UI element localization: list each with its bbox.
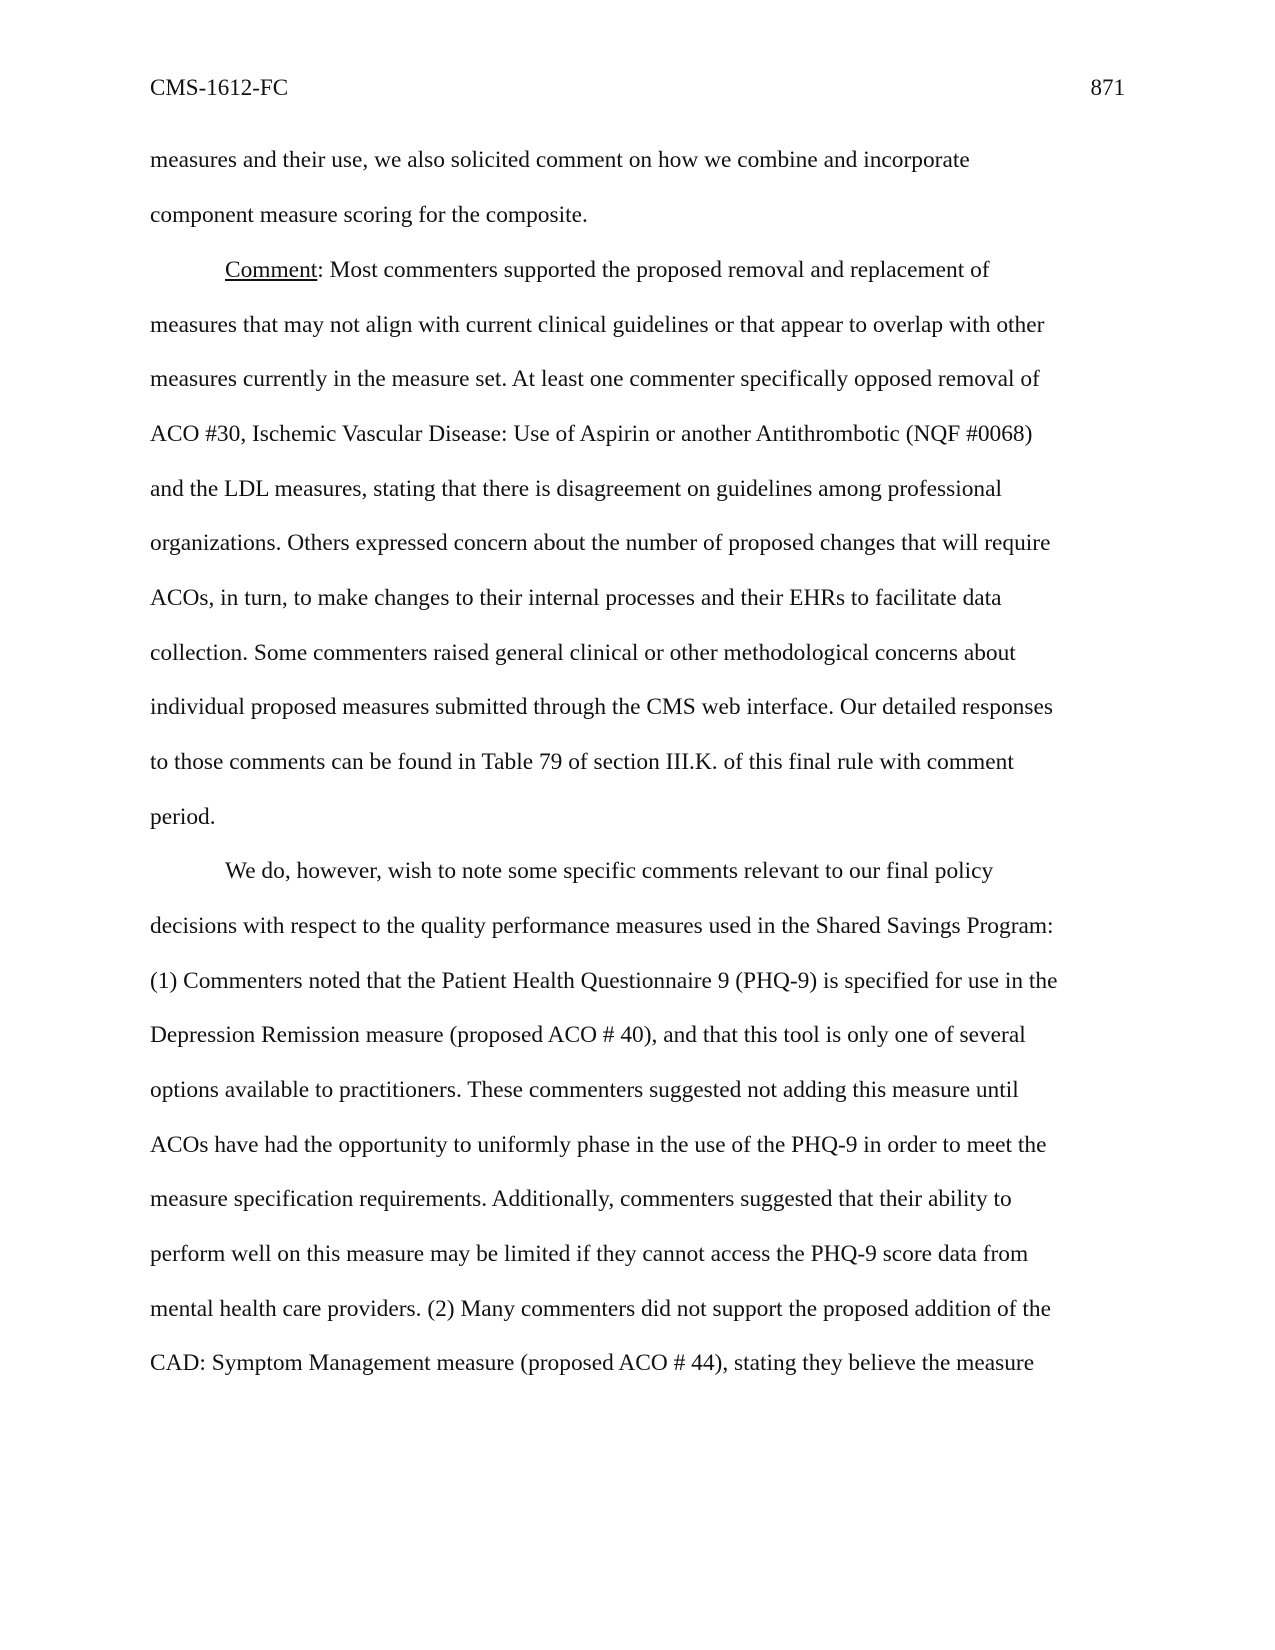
text-line: ACO #30, Ischemic Vascular Disease: Use of Aspirin or another Antithrombotic (NQF #0068) xyxy=(150,421,1033,447)
text-line: decisions with respect to the quality performance measures used in the Shared Savings Program: xyxy=(150,913,1054,939)
page-number: 871 xyxy=(1090,75,1125,100)
text-line: component measure scoring for the composite. xyxy=(150,202,588,228)
text-line: We do, however, wish to note some specific comments relevant to our final policy xyxy=(225,858,994,884)
text-line: measure specification requirements. Additionally, commenters suggested that their ability to xyxy=(150,1186,1012,1212)
text-line: and the LDL measures, stating that there is disagreement on guidelines among professional xyxy=(150,476,1003,502)
text-line: perform well on this measure may be limited if they cannot access the PHQ-9 score data from xyxy=(150,1241,1029,1267)
text-line: Depression Remission measure (proposed ACO # 40), and that this tool is only one of several xyxy=(150,1022,1026,1048)
text-line: mental health care providers. (2) Many commenters did not support the proposed addition of the xyxy=(150,1296,1051,1322)
text-line: options available to practitioners. These commenters suggested not adding this measure until xyxy=(150,1077,1019,1103)
text-line: organizations. Others expressed concern about the number of proposed changes that will require xyxy=(150,530,1051,556)
document-id: CMS-1612-FC xyxy=(150,75,289,100)
text-line: (1) Commenters noted that the Patient Health Questionnaire 9 (PHQ-9) is specified for use in the xyxy=(150,968,1058,994)
text-line: measures that may not align with current clinical guidelines or that appear to overlap with other xyxy=(150,312,1045,338)
text-line: measures currently in the measure set. At least one commenter specifically opposed removal of xyxy=(150,366,1040,392)
text-line: CAD: Symptom Management measure (proposed ACO # 44), stating they believe the measure xyxy=(150,1350,1035,1376)
text-line: collection. Some commenters raised general clinical or other methodological concerns about xyxy=(150,640,1016,666)
comment-paragraph-start xyxy=(225,256,990,284)
text-line: : Most commenters supported the proposed removal and replacement of xyxy=(317,257,990,283)
text-line: ACOs have had the opportunity to uniformly phase in the use of the PHQ-9 in order to meet the xyxy=(150,1132,1047,1158)
text-line: period. xyxy=(150,804,216,830)
text-line: ACOs, in turn, to make changes to their internal processes and their EHRs to facilitate data xyxy=(150,585,1002,611)
comment-label: Comment xyxy=(225,257,318,283)
text-line: individual proposed measures submitted through the CMS web interface. Our detailed responses xyxy=(150,694,1053,720)
text-line: to those comments can be found in Table 79 of section III.K. of this final rule with comment xyxy=(150,749,1014,775)
text-line: measures and their use, we also solicited comment on how we combine and incorporate xyxy=(150,147,970,173)
